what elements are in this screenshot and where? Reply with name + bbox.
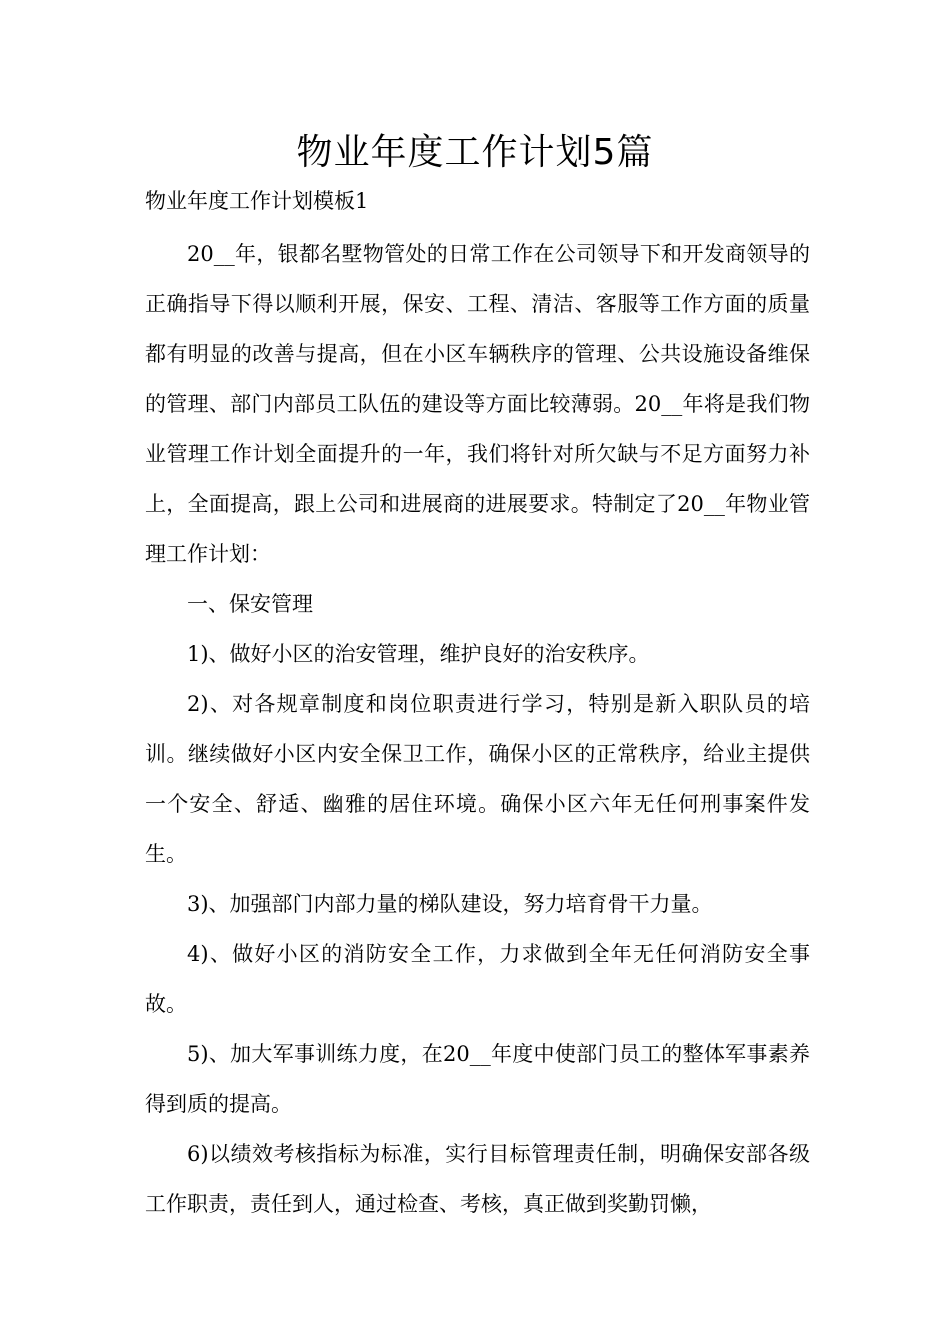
paragraph-item-2: 2)、对各规章制度和岗位职责进行学习，特别是新入职队员的培训。继续做好小区内安全保卫工作，确保小区的正常秩序，给业主提供一个安全、舒适、幽雅的居住环境。确保小区六年无任何刑事案件发生。 [145, 692, 810, 866]
paragraph-item-4: 4)、做好小区的消防安全工作，力求做到全年无任何消防安全事故。 [145, 942, 810, 1016]
paragraph-item-5: 5)、加大军事训练力度，在20__年度中使部门员工的整体军事素养得到质的提高。 [145, 1042, 810, 1116]
section-heading-security: 一、保安管理 [187, 592, 313, 616]
paragraph-item-1: 1)、做好小区的治安管理，维护良好的治安秩序。 [187, 642, 650, 666]
paragraph-item-6: 6)以绩效考核指标为标准，实行目标管理责任制，明确保安部各级工作职责，责任到人，通过检查、考核，真正做到奖勤罚懒， [145, 1142, 810, 1216]
paragraph-item-3: 3)、加强部门内部力量的梯队建设，努力培育骨干力量。 [187, 892, 713, 916]
document-title: 物业年度工作计划5篇 [296, 132, 654, 173]
paragraph-intro: 20__年，银都名墅物管处的日常工作在公司领导下和开发商领导的正确指导下得以顺利开展，保安、工程、清洁、客服等工作方面的质量都有明显的改善与提高，但在小区车辆秩序的管理、公共设施设备维保的管理、部门内部员工队伍的建设等方面比较薄弱。20__年将是我们物业管理工作计划全面提升的一年，我们将针对所欠缺与不足方面努力补上，全面提高，跟上公司和进展商的进展要求。特制定了20__年物业管理工作计划： [145, 242, 810, 566]
document-subtitle: 物业年度工作计划模板1 [145, 189, 369, 213]
document-body [145, 229, 810, 1229]
